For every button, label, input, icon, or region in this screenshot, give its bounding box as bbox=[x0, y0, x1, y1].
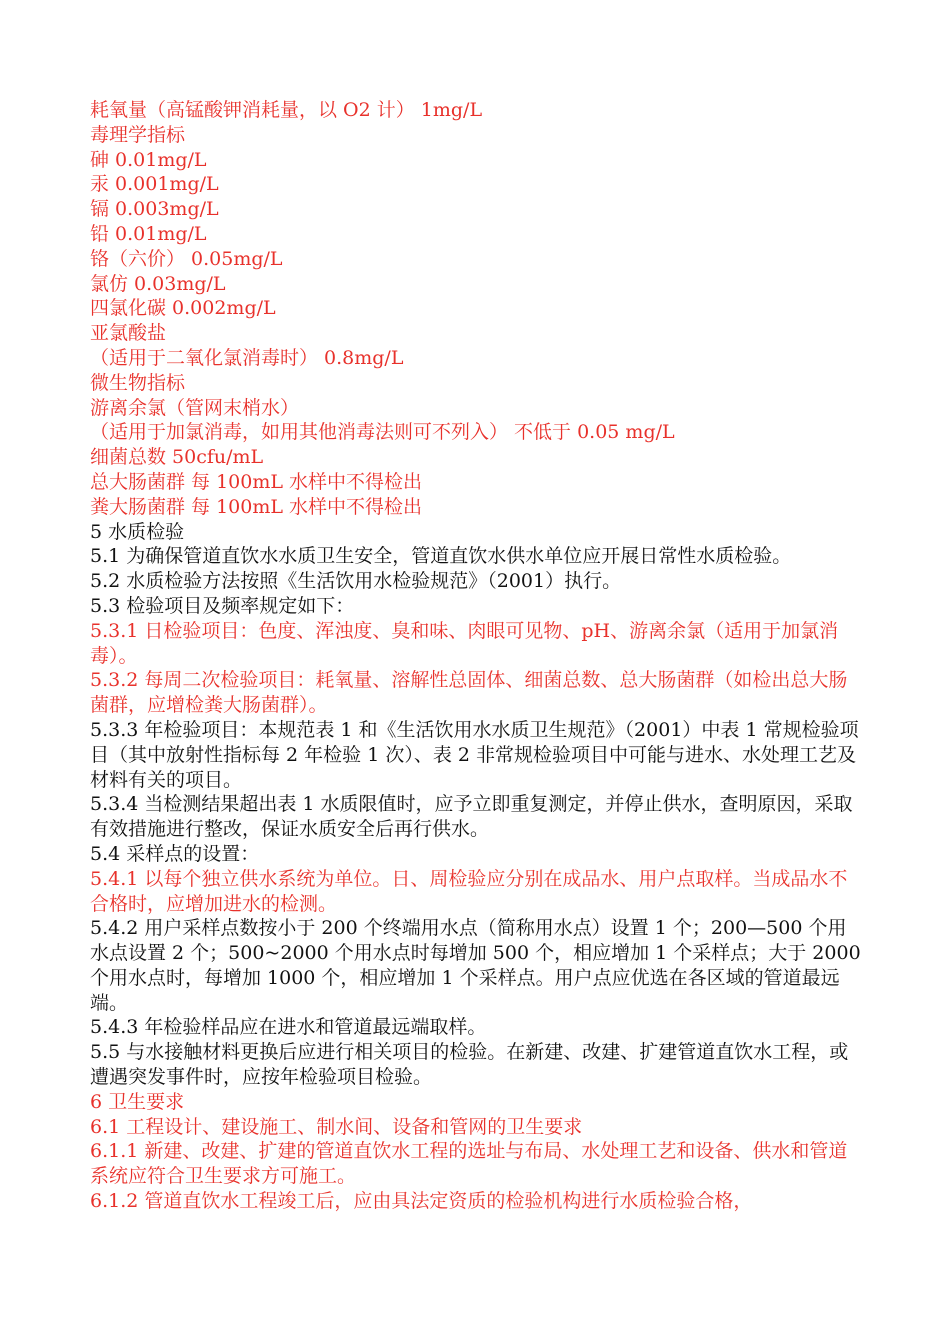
text-line: 6.1.2 管道直饮水工程竣工后，应由具法定资质的检验机构进行水质检验合格， bbox=[90, 1190, 753, 1213]
text-line: 铅 0.01mg/L bbox=[90, 222, 207, 245]
text-line: 细菌总数 50cfu/mL bbox=[90, 446, 264, 469]
text-line: （适用于加氯消毒，如用其他消毒法则可不列入） 不低于 0.05 mg/L bbox=[90, 421, 675, 444]
text-line: 5.3.1 日检验项目：色度、浑浊度、臭和味、肉眼可见物、pH、游离余氯（适用于加氯消毒）。 bbox=[90, 619, 839, 667]
text-line: 游离余氯（管网末梢水） bbox=[90, 396, 300, 419]
text-line: 5.4.2 用户采样点数按小于 200 个终端用水点（简称用水点）设置 1 个；200—500 个用水点设置 2 个；500~2000 个用水点时每增加 500 个，相应增加 1 个采样点；大于 2000 个用水点时，每增加 1000 个，相应增加 1 个采样点。用户点应优选在各区域的管道最远端。 bbox=[90, 917, 867, 1014]
text-line: 微生物指标 bbox=[90, 371, 186, 394]
text-line: 6 卫生要求 bbox=[90, 1090, 185, 1113]
text-line: 5.3.3 年检验项目：本规范表 1 和《生活饮用水水质卫生规范》（2001）中表 1 常规检验项目（其中放射性指标每 2 年检验 1 次）、表 2 非常规检验项目中可能与进水、水处理工艺及材料有关的项目。 bbox=[90, 718, 859, 791]
document-body bbox=[90, 98, 865, 1214]
text-line: 氯仿 0.03mg/L bbox=[90, 272, 226, 295]
text-line: 6.1.1 新建、改建、扩建的管道直饮水工程的选址与布局、水处理工艺和设备、供水和管道系统应符合卫生要求方可施工。 bbox=[90, 1140, 848, 1188]
text-line: 亚氯酸盐 bbox=[90, 322, 167, 345]
text-line: 5.4.1 以每个独立供水系统为单位。日、周检验应分别在成品水、用户点取样。当成品水不合格时，应增加进水的检测。 bbox=[90, 867, 848, 915]
text-line: 四氯化碳 0.002mg/L bbox=[90, 297, 276, 320]
text-line: 汞 0.001mg/L bbox=[90, 173, 219, 196]
text-line: 5.5 与水接触材料更换后应进行相关项目的检验。在新建、改建、扩建管道直饮水工程，或遭遇突发事件时，应按年检验项目检验。 bbox=[90, 1041, 849, 1089]
text-line: 镉 0.003mg/L bbox=[90, 198, 219, 221]
text-line: 总大肠菌群 每 100mL 水样中不得检出 bbox=[90, 470, 423, 493]
text-line: 5.4 采样点的设置： bbox=[90, 842, 260, 865]
text-line: 5.4.3 年检验样品应在进水和管道最远端取样。 bbox=[90, 1016, 487, 1039]
text-line: 粪大肠菌群 每 100mL 水样中不得检出 bbox=[90, 495, 423, 518]
text-line: 5.3.4 当检测结果超出表 1 水质限值时，应予立即重复测定，并停止供水，查明原因，采取有效措施进行整改，保证水质安全后再行供水。 bbox=[90, 793, 853, 841]
text-line: 毒理学指标 bbox=[90, 123, 186, 146]
text-line: 5.1 为确保管道直饮水水质卫生安全，管道直饮水供水单位应开展日常性水质检验。 bbox=[90, 545, 792, 568]
text-line: （适用于二氧化氯消毒时） 0.8mg/L bbox=[90, 346, 404, 369]
text-line: 砷 0.01mg/L bbox=[90, 148, 207, 171]
text-line: 耗氧量（高锰酸钾消耗量，以 O2 计） 1mg/L bbox=[90, 99, 483, 121]
text-line: 6.1 工程设计、建设施工、制水间、设备和管网的卫生要求 bbox=[90, 1115, 583, 1138]
text-line: 5.3 检验项目及频率规定如下： bbox=[90, 594, 355, 617]
text-line: 铬（六价） 0.05mg/L bbox=[90, 247, 283, 270]
text-line: 5 水质检验 bbox=[90, 520, 185, 543]
text-line: 5.3.2 每周二次检验项目：耗氧量、溶解性总固体、细菌总数、总大肠菌群（如检出总大肠菌群，应增检粪大肠菌群）。 bbox=[90, 669, 848, 717]
text-line: 5.2 水质检验方法按照《生活饮用水检验规范》（2001）执行。 bbox=[90, 570, 622, 593]
